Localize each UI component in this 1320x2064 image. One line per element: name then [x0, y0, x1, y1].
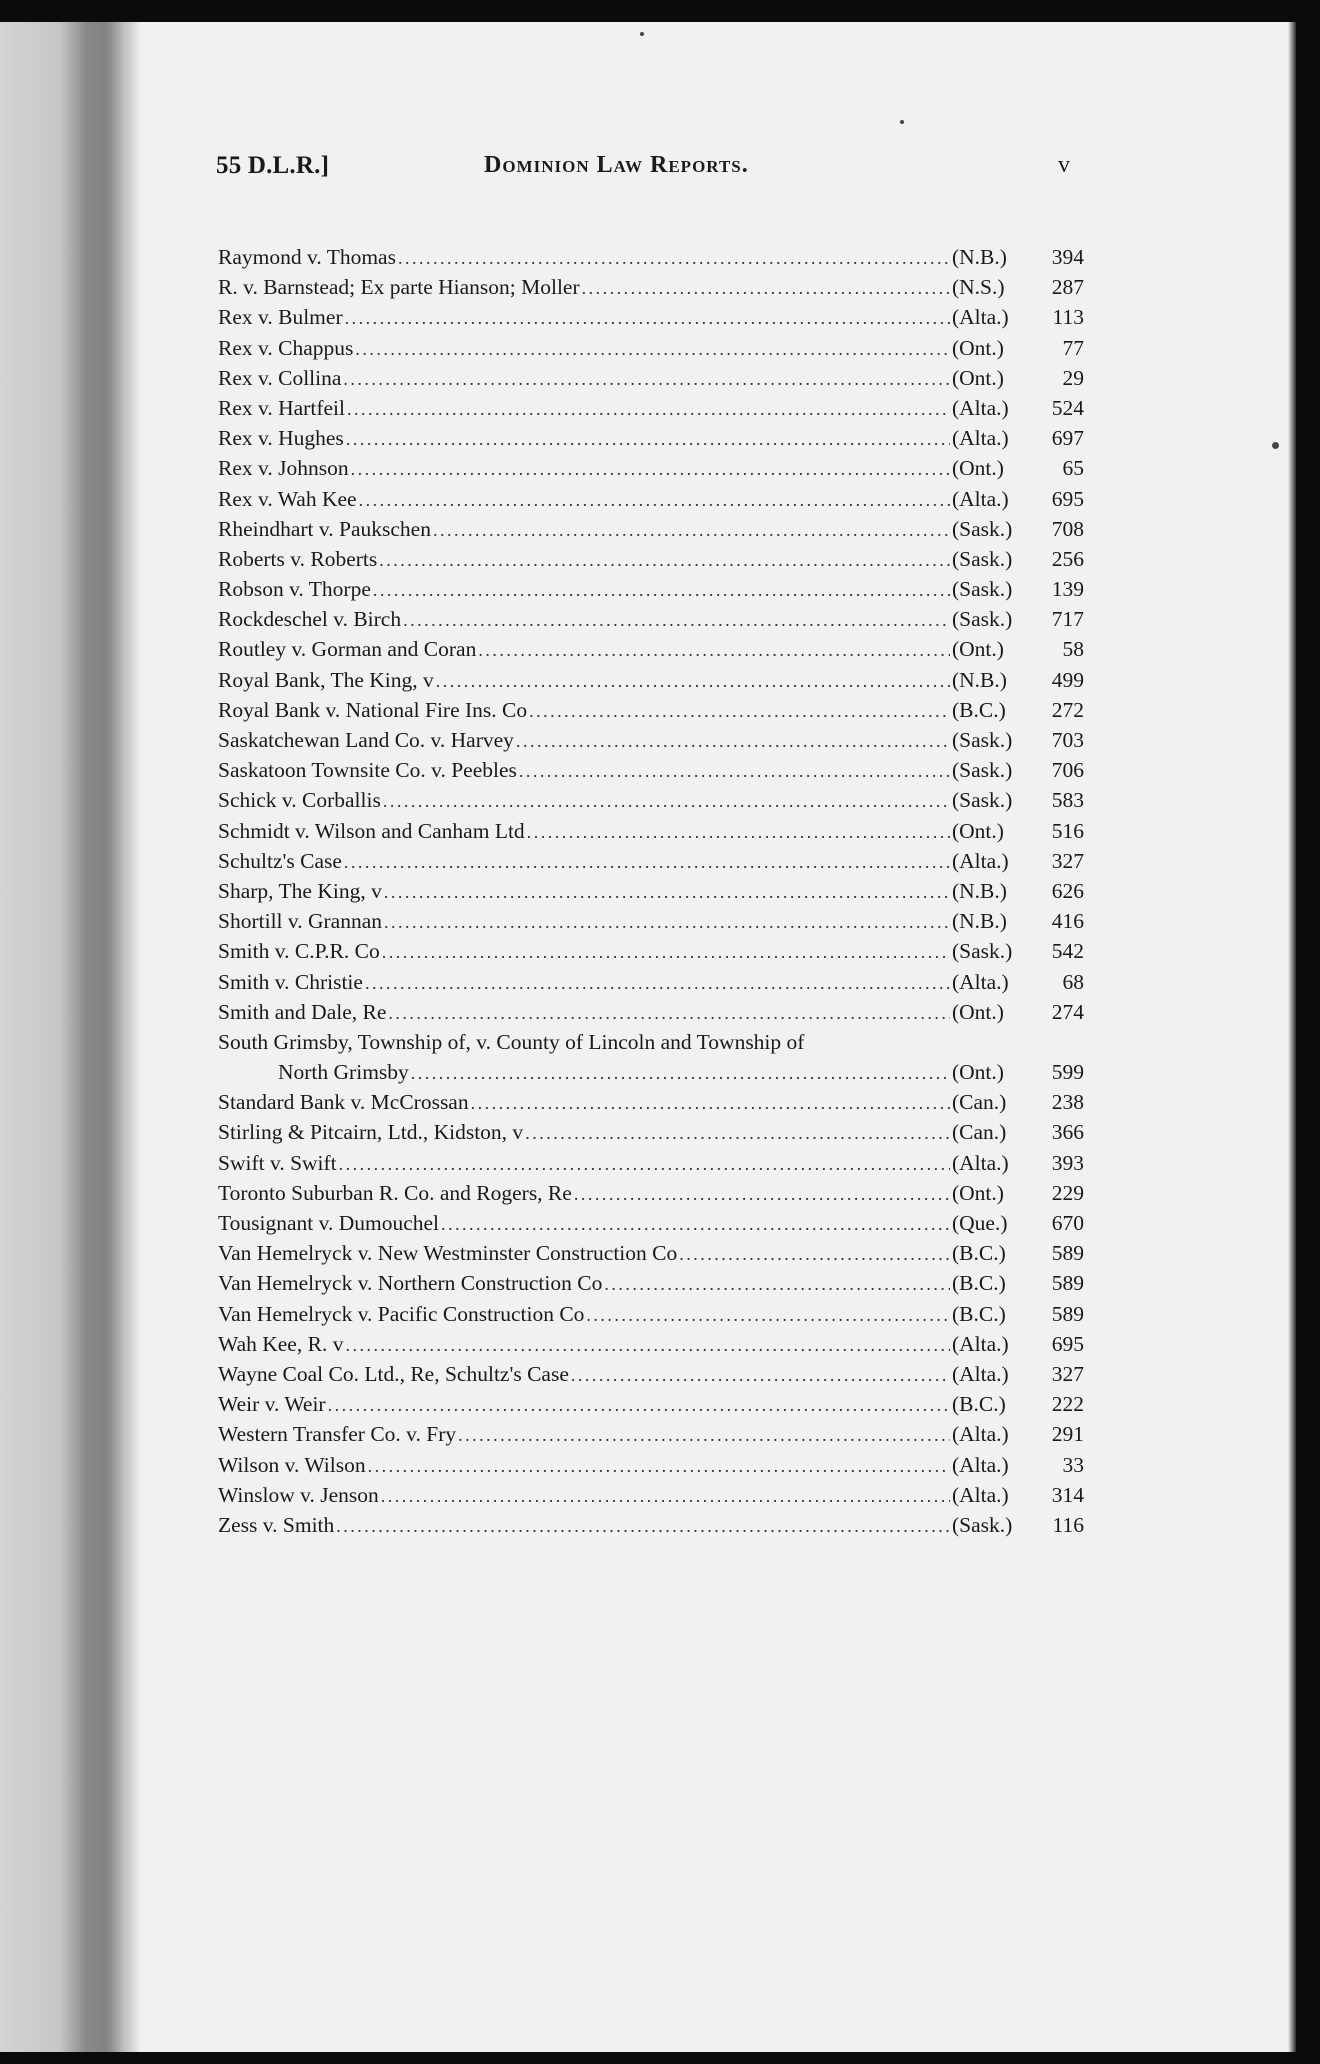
case-name: Schultz's Case [218, 848, 342, 873]
dot-leader [368, 1456, 950, 1477]
case-name: Smith v. C.P.R. Co [218, 939, 380, 964]
case-name: Van Hemelryck v. Northern Construction Co [218, 1271, 603, 1296]
scan-speck [640, 32, 644, 36]
case-name: Shortill v. Grannan [218, 909, 383, 934]
province-label: (Alta.) [952, 426, 1009, 451]
dot-leader [388, 1003, 950, 1024]
province-label: (Ont.) [952, 335, 1004, 360]
case-entry [218, 1060, 1084, 1090]
page-number: 113 [1052, 305, 1084, 330]
case-name: Rex v. Bulmer [218, 305, 343, 330]
province-label: (Ont.) [952, 1180, 1004, 1205]
case-name: Royal Bank, The King, v [218, 667, 434, 692]
dot-leader [381, 1486, 950, 1507]
page-number: 238 [1051, 1090, 1084, 1115]
province-label: (Sask.) [952, 1512, 1013, 1537]
case-name: Wayne Coal Co. Ltd., Re, Schultz's Case [218, 1361, 569, 1386]
case-name: Saskatoon Townsite Co. v. Peebles [218, 758, 517, 783]
province-label: (Alta.) [952, 486, 1009, 511]
case-entry [218, 487, 1084, 517]
dot-leader [345, 308, 950, 329]
case-name: Rheindhart v. Paukschen [218, 516, 431, 541]
case-name: Routley v. Gorman and Coran [218, 637, 477, 662]
dot-leader [458, 1425, 950, 1446]
page-edge [1288, 22, 1296, 2052]
province-label: (Alta.) [952, 848, 1009, 873]
scan-speck [1272, 442, 1279, 449]
case-name: Van Hemelryck v. Pacific Construction Co [218, 1301, 585, 1326]
dot-leader [355, 339, 950, 360]
page-number: 139 [1051, 577, 1084, 602]
case-entry [218, 879, 1084, 909]
province-label: (Alta.) [952, 1452, 1009, 1477]
page-number: 703 [1051, 728, 1084, 752]
case-name: Tousignant v. Dumouchel [218, 1211, 440, 1235]
case-name: R. v. Barnstead; Ex parte Hianson; Moller [218, 275, 580, 300]
province-label: (Alta.) [952, 1331, 1009, 1356]
page-number: 542 [1051, 939, 1084, 964]
dot-leader [365, 973, 950, 994]
case-entry [218, 970, 1084, 1000]
case-entry [218, 1422, 1084, 1452]
page-number: 708 [1051, 516, 1084, 541]
dot-leader [379, 550, 950, 571]
dot-leader [373, 580, 950, 601]
dot-leader [679, 1244, 950, 1265]
case-entry [218, 1000, 1084, 1030]
province-label: (B.C.) [952, 1241, 1006, 1266]
case-entry [218, 1090, 1084, 1120]
province-label: (Sask.) [952, 758, 1013, 783]
dot-leader [384, 882, 950, 903]
dot-leader [346, 429, 950, 450]
province-label: (Alta.) [952, 1361, 1009, 1386]
case-name: Swift v. Swift [218, 1150, 337, 1175]
page-number: 116 [1052, 1512, 1084, 1537]
case-entry [218, 819, 1084, 849]
dot-leader [345, 1335, 950, 1356]
dot-leader [383, 791, 950, 812]
page-number: 717 [1051, 607, 1084, 632]
case-entry [218, 426, 1084, 456]
case-name: Rex v. Collina [218, 365, 342, 390]
case-entry [218, 396, 1084, 426]
province-label: (B.C.) [952, 1392, 1006, 1417]
dot-leader [574, 1184, 950, 1205]
province-label: (N.B.) [952, 909, 1007, 934]
province-label: (Alta.) [952, 1150, 1009, 1175]
case-name: Toronto Suburban R. Co. and Rogers, Re [218, 1180, 572, 1205]
dot-leader [478, 640, 950, 661]
province-label: (Sask.) [952, 939, 1013, 964]
dot-leader [398, 248, 950, 269]
dot-leader [336, 1516, 950, 1537]
page-number: 599 [1051, 1060, 1084, 1085]
page-number: 29 [1062, 365, 1084, 390]
dot-leader [519, 761, 950, 782]
case-entry [218, 1241, 1084, 1271]
page-number: 394 [1051, 245, 1084, 269]
province-label: (N.B.) [952, 245, 1007, 269]
case-entry [218, 909, 1084, 939]
page-number: 516 [1051, 818, 1084, 843]
case-name: Schick v. Corballis [218, 788, 381, 813]
case-name: Weir v. Weir [218, 1392, 326, 1417]
province-label: (Alta.) [952, 395, 1009, 420]
case-entry [218, 668, 1084, 698]
page-number: 589 [1051, 1301, 1084, 1326]
province-label: (B.C.) [952, 697, 1006, 722]
case-entry [218, 1030, 1084, 1060]
province-label: (Ont.) [952, 456, 1004, 481]
province-label: (Sask.) [952, 516, 1013, 541]
case-name: Sharp, The King, v [218, 878, 382, 903]
page-number: 626 [1051, 878, 1084, 903]
page-number: 583 [1051, 788, 1084, 813]
case-name: Stirling & Pitcairn, Ltd., Kidston, v [218, 1120, 524, 1145]
case-entry [218, 728, 1084, 758]
dot-leader [582, 278, 950, 299]
page-number: 589 [1051, 1271, 1084, 1296]
dot-leader [343, 369, 950, 390]
case-entry [218, 758, 1084, 788]
page-number: 327 [1051, 848, 1084, 873]
province-label: (Sask.) [952, 577, 1013, 602]
dot-leader [527, 822, 950, 843]
province-label: (Ont.) [952, 999, 1004, 1024]
case-entry [218, 305, 1084, 335]
case-name: Smith and Dale, Re [218, 999, 387, 1024]
province-label: (B.C.) [952, 1271, 1006, 1296]
case-name: Rockdeschel v. Birch [218, 607, 402, 632]
case-entry [218, 245, 1084, 275]
page-number: 589 [1051, 1241, 1084, 1266]
gutter-shadow [84, 22, 124, 2052]
dot-leader [403, 610, 950, 631]
page-number: 695 [1051, 486, 1084, 511]
case-name: Rex v. Hartfeil [218, 395, 345, 420]
province-label: (B.C.) [952, 1301, 1006, 1326]
dot-leader [433, 520, 950, 541]
province-label: (Ont.) [952, 637, 1004, 662]
case-name: South Grimsby, Township of, v. County of Lincoln and Township of [218, 1029, 805, 1054]
case-entry [218, 577, 1084, 607]
province-label: (Can.) [952, 1120, 1007, 1145]
case-entry [218, 547, 1084, 577]
case-entry [218, 1513, 1084, 1543]
case-entry [218, 1211, 1084, 1241]
page-number: 65 [1062, 456, 1084, 481]
page-number: 287 [1051, 275, 1084, 300]
case-name: Rex v. Hughes [218, 426, 344, 451]
page-number: 697 [1051, 426, 1084, 451]
case-name: Saskatchewan Land Co. v. Harvey [218, 728, 514, 752]
scanned-page [0, 22, 1296, 2052]
province-label: (Alta.) [952, 305, 1009, 330]
case-name: Roberts v. Roberts [218, 546, 378, 571]
case-entry [218, 1453, 1084, 1483]
page-number: 33 [1062, 1452, 1084, 1477]
page-number: 291 [1051, 1422, 1084, 1447]
dot-leader [339, 1154, 950, 1175]
journal-title: Dominion Law Reports. [484, 152, 749, 178]
page-number: 314 [1051, 1482, 1084, 1507]
case-name: Robson v. Thorpe [218, 577, 371, 602]
province-label: (Sask.) [952, 728, 1013, 752]
province-label: (Ont.) [952, 365, 1004, 390]
dot-leader [441, 1214, 950, 1235]
case-entry [218, 788, 1084, 818]
case-entry [218, 1362, 1084, 1392]
dot-leader [382, 942, 950, 963]
province-label: (Sask.) [952, 788, 1013, 813]
dot-leader [586, 1305, 950, 1326]
case-name: Standard Bank v. McCrossan [218, 1090, 469, 1115]
case-name: Winslow v. Jenson [218, 1482, 379, 1507]
case-entry [218, 939, 1084, 969]
province-label: (Alta.) [952, 1482, 1009, 1507]
page-number: 58 [1062, 637, 1084, 662]
case-name: Rex v. Johnson [218, 456, 349, 481]
case-entry [218, 336, 1084, 366]
volume-label: 55 D.L.R.] [216, 152, 330, 179]
province-label: (N.B.) [952, 667, 1007, 692]
province-label: (Sask.) [952, 607, 1013, 632]
page-number: 670 [1051, 1211, 1084, 1235]
case-table [218, 245, 1084, 1543]
dot-leader [347, 399, 950, 420]
page-number: 695 [1051, 1331, 1084, 1356]
dot-leader [436, 671, 950, 692]
case-entry [218, 849, 1084, 879]
dot-leader [328, 1395, 950, 1416]
case-entry [218, 637, 1084, 667]
dot-leader [384, 912, 950, 933]
page-number: 77 [1062, 335, 1084, 360]
case-entry [218, 698, 1084, 728]
case-entry [218, 1181, 1084, 1211]
case-entry [218, 456, 1084, 486]
province-label: (N.B.) [952, 878, 1007, 903]
province-label: (Ont.) [952, 818, 1004, 843]
province-label: (Can.) [952, 1090, 1007, 1115]
province-label: (Que.) [952, 1211, 1008, 1235]
case-entry [218, 1392, 1084, 1422]
case-name: Zess v. Smith [218, 1512, 335, 1537]
case-name: North Grimsby [278, 1060, 409, 1085]
case-name: Van Hemelryck v. New Westminster Construction Co [218, 1241, 678, 1266]
case-entry [218, 275, 1084, 305]
case-name: Smith v. Christie [218, 969, 363, 994]
case-entry [218, 607, 1084, 637]
dot-leader [344, 852, 950, 873]
case-name: Western Transfer Co. v. Fry [218, 1422, 457, 1447]
page-number: 524 [1051, 395, 1084, 420]
case-name: Raymond v. Thomas [218, 245, 396, 269]
page-number: 327 [1051, 1361, 1084, 1386]
case-entry [218, 517, 1084, 547]
scan-speck [900, 120, 904, 124]
case-entry [218, 1483, 1084, 1513]
page-number: 416 [1051, 909, 1084, 934]
page-number: 706 [1051, 758, 1084, 783]
province-label: (Ont.) [952, 1060, 1004, 1085]
province-label: (Alta.) [952, 1422, 1009, 1447]
dot-leader [351, 459, 950, 480]
running-header [216, 152, 1078, 198]
case-name: Rex v. Chappus [218, 335, 354, 360]
dot-leader [529, 701, 950, 722]
case-entry [218, 1120, 1084, 1150]
page-number: 68 [1062, 969, 1084, 994]
dot-leader [516, 731, 950, 752]
case-entry [218, 366, 1084, 396]
page-number: 229 [1051, 1180, 1084, 1205]
case-name: Wilson v. Wilson [218, 1452, 366, 1477]
case-name: Royal Bank v. National Fire Ins. Co [218, 697, 528, 722]
page-number: 366 [1051, 1120, 1084, 1145]
page-numeral: v [1058, 152, 1070, 178]
province-label: (Alta.) [952, 969, 1009, 994]
dot-leader [471, 1093, 950, 1114]
dot-leader [604, 1274, 950, 1295]
page-number: 222 [1051, 1392, 1084, 1417]
case-entry [218, 1271, 1084, 1301]
dot-leader [525, 1123, 950, 1144]
case-entry [218, 1332, 1084, 1362]
dot-leader [571, 1365, 950, 1386]
province-label: (Sask.) [952, 546, 1013, 571]
page-number: 256 [1051, 546, 1084, 571]
case-name: Schmidt v. Wilson and Canham Ltd [218, 818, 525, 843]
case-name: Rex v. Wah Kee [218, 486, 357, 511]
page-number: 393 [1051, 1150, 1084, 1175]
dot-leader [359, 490, 950, 511]
dot-leader [411, 1063, 950, 1084]
case-entry [218, 1151, 1084, 1181]
page-number: 272 [1051, 697, 1084, 722]
page-number: 499 [1051, 667, 1084, 692]
province-label: (N.S.) [952, 275, 1005, 300]
page-number: 274 [1051, 999, 1084, 1024]
case-name: Wah Kee, R. v [218, 1331, 344, 1356]
case-entry [218, 1302, 1084, 1332]
